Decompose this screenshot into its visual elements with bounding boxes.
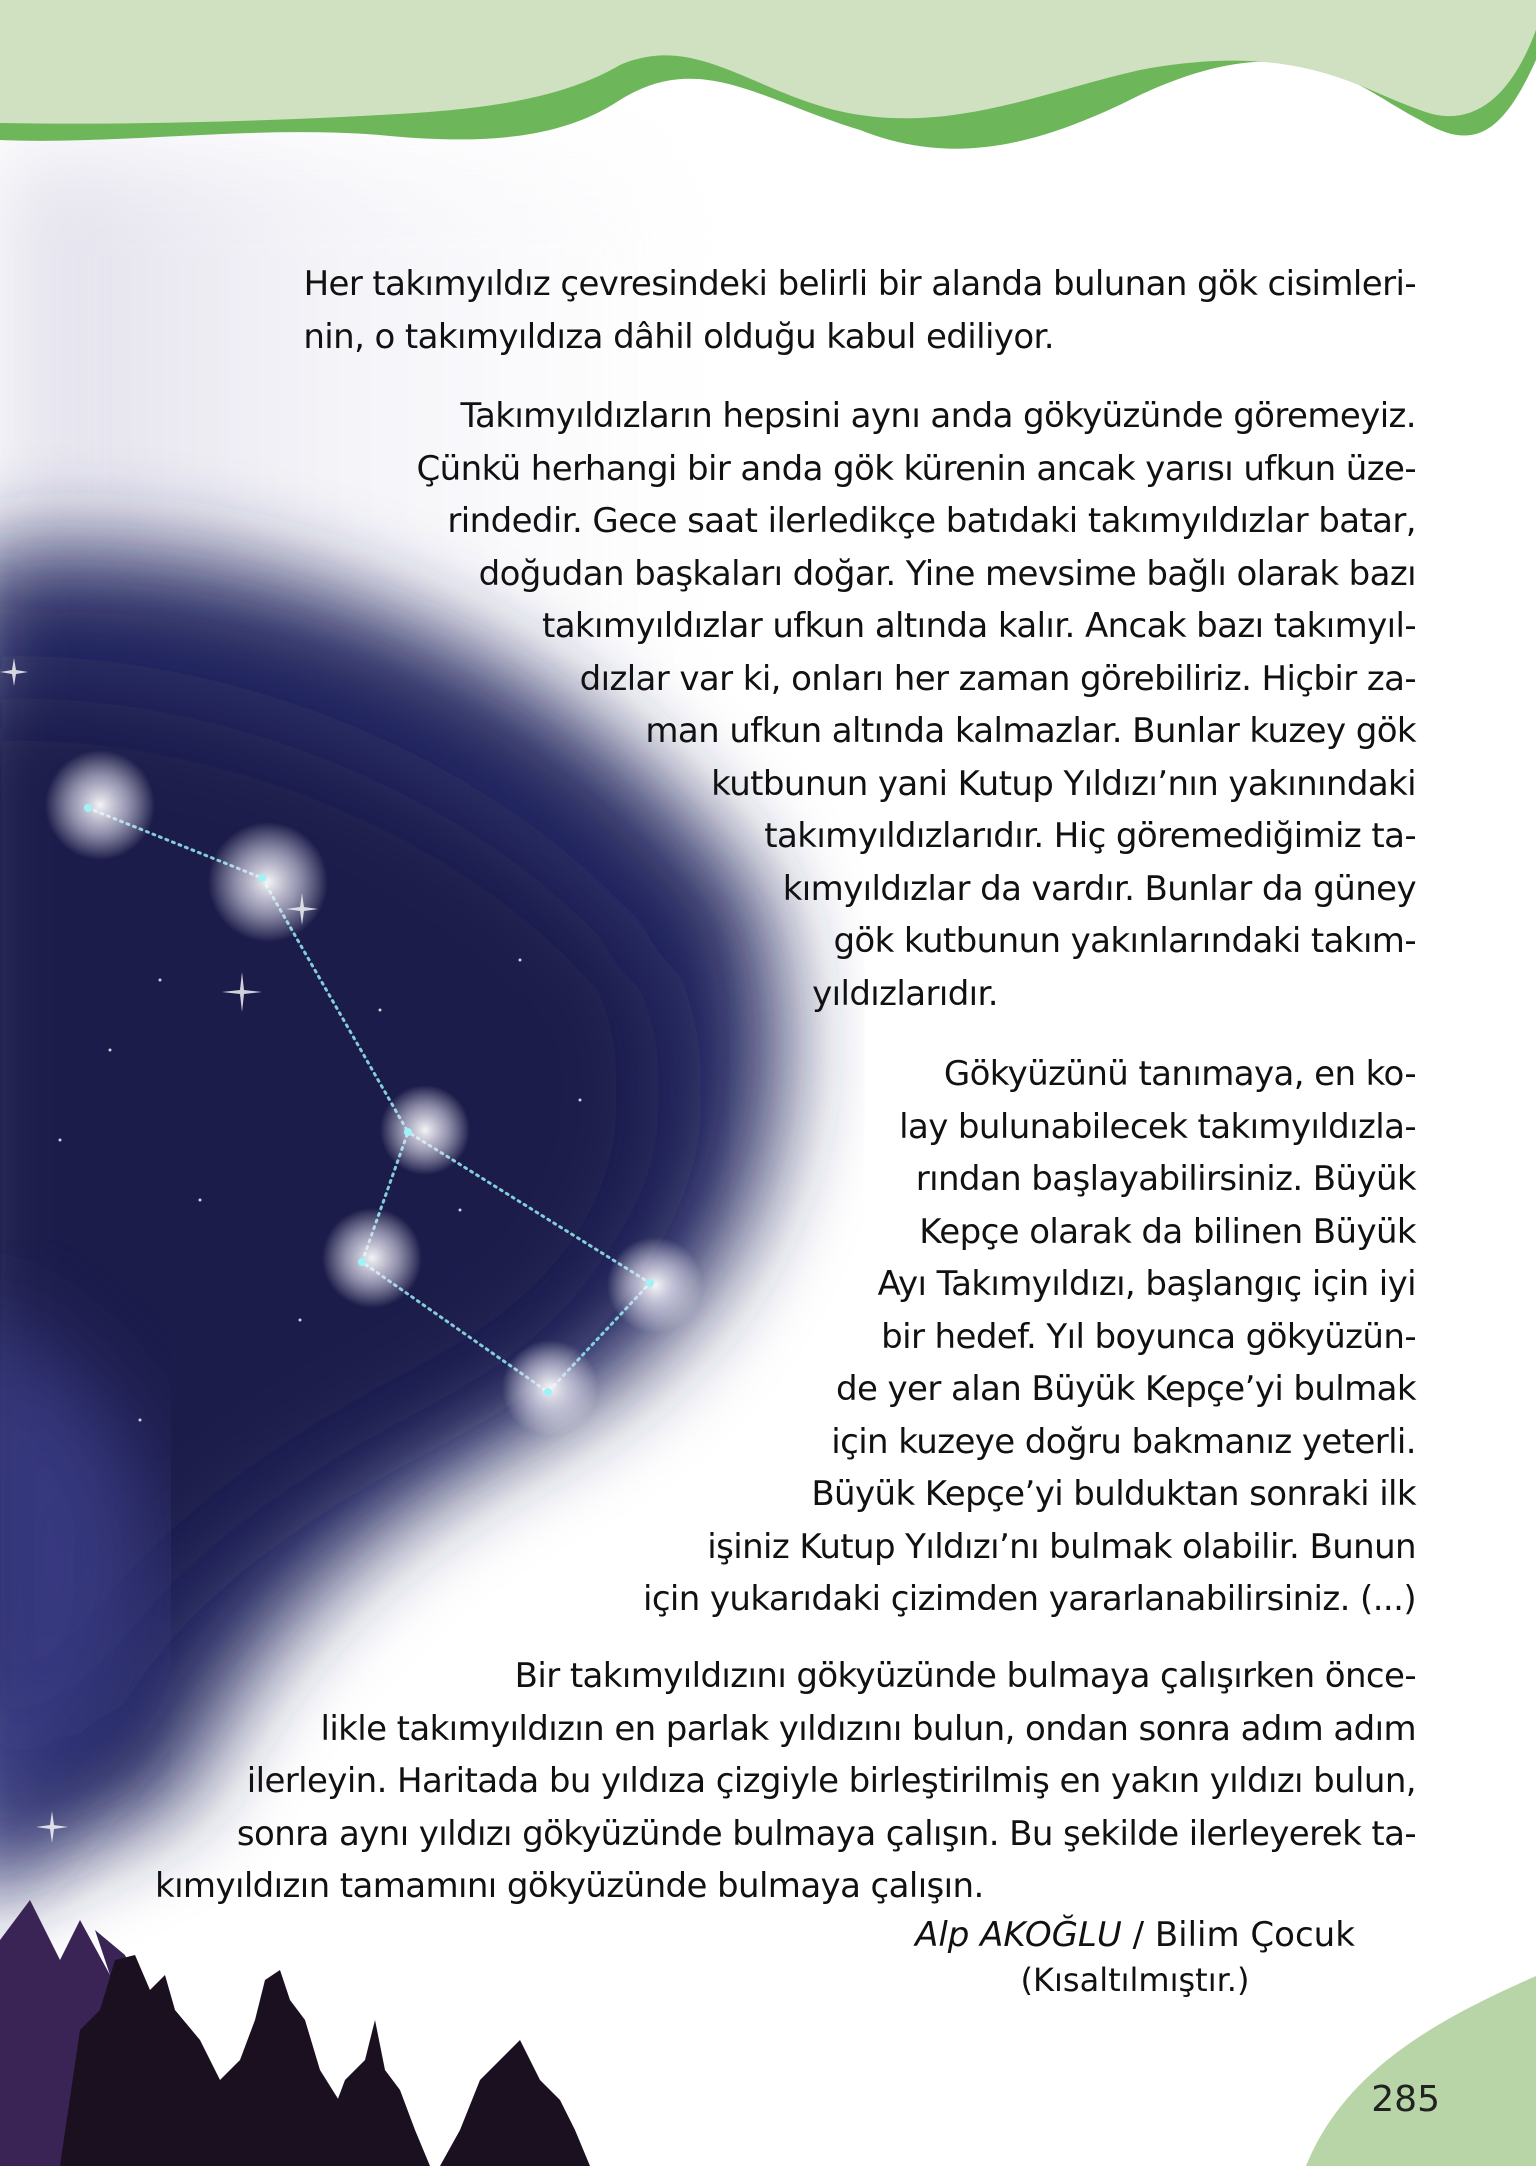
- text-line: Büyük Kepçe’yi bulduktan sonraki ilk: [811, 1474, 1416, 1514]
- page-number: 285: [1371, 2079, 1440, 2120]
- text-line: Gökyüzünü tanımaya, en ko-: [943, 1054, 1416, 1094]
- top-wave-decoration: [0, 0, 1536, 160]
- text-line: için yukarıdaki çizimden yararlanabilirsiniz. (...): [642, 1579, 1416, 1619]
- source-name: Bilim Çocuk: [1154, 1915, 1355, 1955]
- text-line: gök kutbunun yakınlarındaki takım-: [833, 921, 1416, 961]
- text-line: kımyıldızın tamamını gökyüzünde bulmaya çalışın.: [155, 1866, 984, 1906]
- text-line: nin, o takımyıldıza dâhil olduğu kabul ediliyor.: [303, 316, 1054, 357]
- text-line: kımyıldızlar da vardır. Bunlar da güney: [782, 868, 1416, 909]
- paragraph-4: [155, 1650, 1416, 1913]
- text-line: takımyıldızlar ufkun altında kalır. Ancak bazı takımyıl-: [541, 606, 1416, 646]
- text-line: doğudan başkaları doğar. Yine mevsime bağlı olarak bazı: [478, 553, 1416, 594]
- text-line: Ayı Takımyıldızı, başlangıç için iyi: [877, 1264, 1416, 1304]
- paragraph-1: [238, 258, 1416, 363]
- source-attribution: [900, 1915, 1370, 1999]
- author-name: Alp AKOĞLU: [915, 1915, 1122, 1955]
- text-line: Çünkü herhangi bir anda gök kürenin ancak yarısı ufkun üze-: [416, 448, 1416, 489]
- text-line: Bir takımyıldızını gökyüzünde bulmaya çalışırken önce-: [514, 1656, 1416, 1696]
- text-line: Takımyıldızların hepsini aynı anda gökyüzünde göremeyiz.: [460, 396, 1416, 436]
- text-line: Kepçe olarak da bilinen Büyük: [919, 1211, 1416, 1252]
- abridged-note: (Kısaltılmıştır.): [1020, 1961, 1250, 1999]
- text-line: bir hedef. Yıl boyunca gökyüzün-: [881, 1316, 1416, 1357]
- text-line: lay bulunabilecek takımyıldızla-: [899, 1106, 1416, 1147]
- text-line: rindedir. Gece saat ilerledikçe batıdaki takımyıldızlar batar,: [447, 501, 1416, 541]
- text-line: ilerleyin. Haritada bu yıldıza çizgiyle birleştirilmiş en yakın yıldızı bulun,: [246, 1761, 1416, 1801]
- text-line: Her takımyıldız çevresindeki belirli bir alanda bulunan gök cisimleri-: [303, 264, 1416, 304]
- text-line: man ufkun altında kalmazlar. Bunlar kuzey gök: [645, 711, 1416, 751]
- text-line: için kuzeye doğru bakmanız yeterli.: [831, 1421, 1416, 1462]
- text-line: takımyıldızlarıdır. Hiç göremediğimiz ta-: [764, 816, 1416, 856]
- text-line: likle takımyıldızın en parlak yıldızını bulun, ondan sonra adım adım: [320, 1708, 1416, 1749]
- attribution-separator: /: [1121, 1915, 1155, 1955]
- text-line: rından başlayabilirsiniz. Büyük: [915, 1159, 1416, 1199]
- text-line: yıldızlarıdır.: [812, 973, 998, 1014]
- text-line: sonra aynı yıldızı gökyüzünde bulmaya çalışın. Bu şekilde ilerleyerek ta-: [236, 1813, 1416, 1854]
- text-line: kutbunun yani Kutup Yıldızı’nın yakınındaki: [711, 763, 1416, 804]
- text-line: işiniz Kutup Yıldızı’nı bulmak olabilir. Bunun: [707, 1526, 1416, 1567]
- paragraph-3: [610, 1048, 1416, 1626]
- text-line: de yer alan Büyük Kepçe’yi bulmak: [836, 1369, 1416, 1409]
- text-line: dızlar var ki, onları her zaman görebiliriz. Hiçbir za-: [579, 658, 1416, 699]
- page-corner-decoration: [1306, 1976, 1536, 2166]
- paragraph-2: [340, 390, 1416, 1020]
